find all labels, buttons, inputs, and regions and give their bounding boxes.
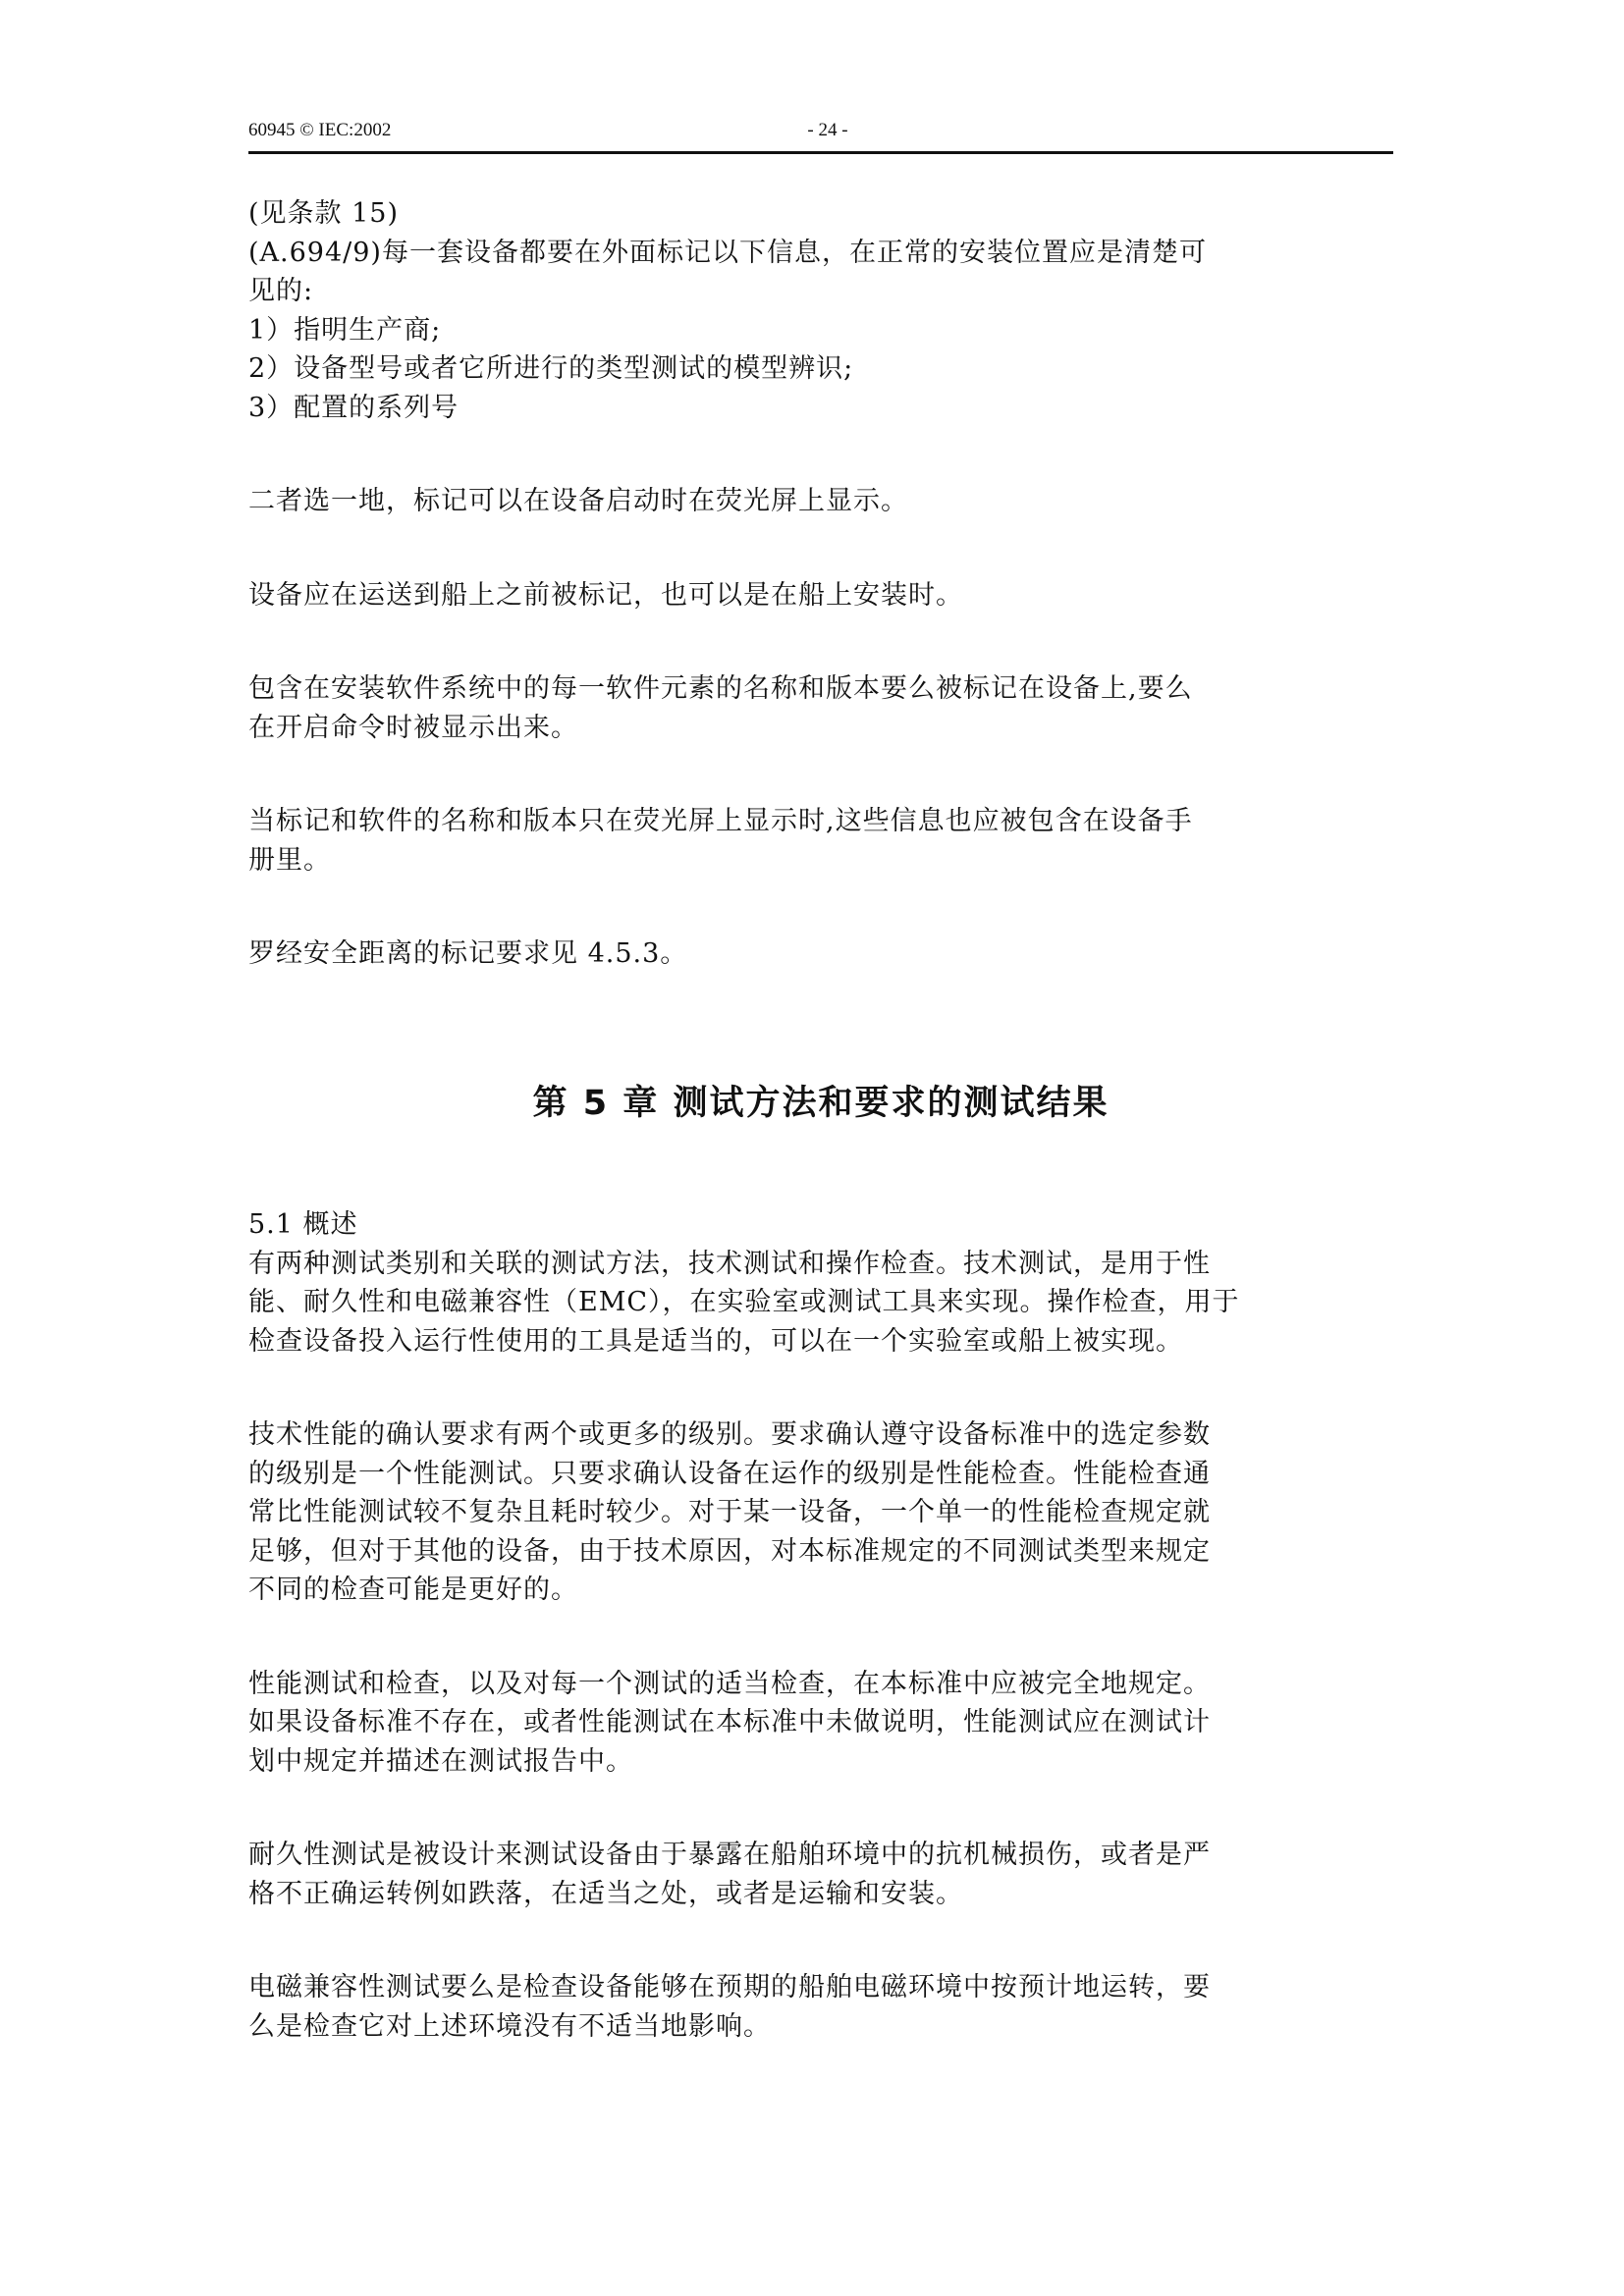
paragraph-software-line-2: 在开启命令时被显示出来。	[248, 712, 578, 743]
marking-section	[248, 194, 1393, 974]
paragraph-line: 能、耐久性和电磁兼容性（EMC），在实验室或测试工具来实现。操作检查，用于	[248, 1287, 1240, 1317]
paragraph-manual-line-2: 册里。	[248, 844, 331, 876]
paragraph-manual-line-1: 当标记和软件的名称和版本只在荧光屏上显示时,这些信息也应被包含在设备手	[248, 806, 1193, 836]
paragraph-line: 技术性能的确认要求有两个或更多的级别。要求确认遵守设备标准中的选定参数	[248, 1419, 1211, 1450]
see-clause: (见条款 15)	[248, 198, 400, 229]
paragraph-line: 有两种测试类别和关联的测试方法，技术测试和操作检查。技术测试，是用于性	[248, 1248, 1211, 1279]
page-header	[248, 116, 1393, 154]
header-doc-id: 60945 © IEC:2002	[248, 120, 392, 140]
intro-line-2: 见的:	[248, 276, 314, 306]
paragraph-before-shipping: 设备应在运送到船上之前被标记，也可以是在船上安装时。	[248, 579, 963, 611]
section-heading: 5.1 概述	[248, 1209, 358, 1240]
chapter-title: 第 5 章 测试方法和要求的测试结果	[532, 1084, 1110, 1123]
paragraph-line: 性能测试和检查，以及对每一个测试的适当检查，在本标准中应被完全地规定。	[248, 1668, 1211, 1699]
paragraph-software-line-1: 包含在安装软件系统中的每一软件元素的名称和版本要么被标记在设备上,要么	[248, 673, 1193, 704]
paragraph-line: 如果设备标准不存在，或者性能测试在本标准中未做说明，性能测试应在测试计	[248, 1707, 1211, 1737]
paragraph-line: 么是检查它对上述环境没有不适当地影响。	[248, 2010, 771, 2042]
list-item: 3）配置的系列号	[248, 392, 460, 423]
list-item: 1）指明生产商;	[248, 314, 442, 346]
paragraph-line: 检查设备投入运行性使用的工具是适当的，可以在一个实验室或船上被实现。	[248, 1325, 1183, 1357]
paragraph-line: 划中规定并描述在测试报告中。	[248, 1745, 633, 1777]
paragraph-line: 格不正确运转例如跌落，在适当之处，或者是运输和安装。	[248, 1878, 963, 1909]
header-page-number: - 24 -	[807, 120, 848, 140]
intro-line-1: (A.694/9)每一套设备都要在外面标记以下信息，在正常的安装位置应是清楚可	[248, 237, 1207, 268]
section-5-1	[248, 1205, 1393, 2046]
paragraph-alternative: 二者选一地，标记可以在设备启动时在荧光屏上显示。	[248, 486, 908, 516]
paragraph-line: 不同的检查可能是更好的。	[248, 1575, 578, 1605]
paragraph-line: 电磁兼容性测试要么是检查设备能够在预期的船舶电磁环境中按预计地运转，要	[248, 1972, 1211, 2002]
list-item: 2）设备型号或者它所进行的类型测试的模型辨识;	[248, 353, 854, 384]
paragraph-line: 常比性能测试较不复杂且耗时较少。对于某一设备，一个单一的性能检查规定就	[248, 1497, 1211, 1527]
paragraph-compass: 罗经安全距离的标记要求见 4.5.3。	[248, 938, 688, 969]
paragraph-line: 的级别是一个性能测试。只要求确认设备在运作的级别是性能检查。性能检查通	[248, 1458, 1211, 1489]
paragraph-line: 耐久性测试是被设计来测试设备由于暴露在船舶环境中的抗机械损伤，或者是严	[248, 1840, 1211, 1870]
paragraph-line: 足够，但对于其他的设备，由于技术原因，对本标准规定的不同测试类型来规定	[248, 1535, 1211, 1567]
